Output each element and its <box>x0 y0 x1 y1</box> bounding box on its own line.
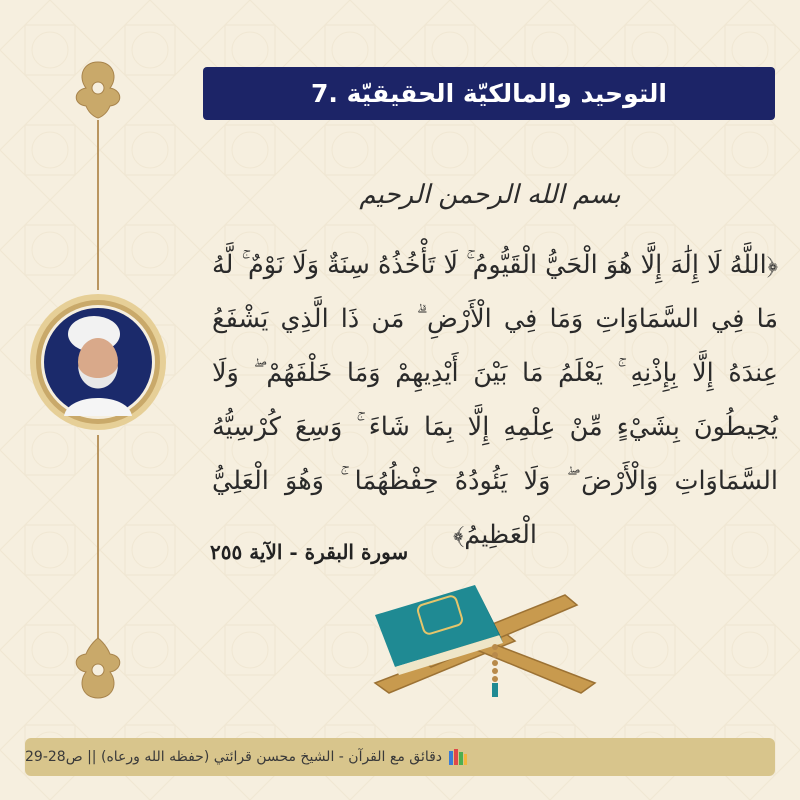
bottom-floral-ornament <box>76 638 120 698</box>
footer-bar <box>25 738 775 776</box>
footer-source-text: دقائق مع القرآن - الشيخ محسن قرائتي (حفظه الله ورعاه) || ص28-29 <box>25 749 443 765</box>
top-floral-ornament <box>76 62 120 118</box>
basmala-calligraphy: بسم الله الرحمن الرحيم <box>359 180 621 210</box>
books-icon <box>448 748 468 766</box>
surah-reference: سورة البقرة - الآية ٢٥٥ <box>210 540 409 564</box>
title-bar <box>203 67 775 120</box>
quran-stand-icon <box>355 555 615 705</box>
quran-verse: ﴿اللَّهُ لَا إِلَٰهَ إِلَّا هُوَ الْحَيُّ الْقَيُّومُ ۚ لَا تَأْخُذُهُ سِنَةٌ وَلَا نَوْمٌ ۚ لَّهُ مَا فِي السَّمَاوَاتِ وَمَا فِي الْأَرْضِ ۗ مَن ذَا الَّذِي يَشْفَعُ عِندَهُ إِلَّا بِإِذْنِهِ ۚ يَعْلَمُ مَا بَيْنَ أَيْدِيهِمْ وَمَا خَلْفَهُمْ ۖ وَلَا يُحِيطُونَ بِشَيْءٍ مِّنْ عِلْمِهِ إِلَّا بِمَا شَاءَ ۚ وَسِعَ كُرْسِيُّهُ السَّمَاوَاتِ وَالْأَرْضَ ۖ وَلَا يَئُودُهُ حِفْظُهُمَا ۚ وَهُوَ الْعَلِيُّ الْعَظِيمُ﴾ <box>212 250 778 550</box>
page-title: 7. التوحيد والمالكيّة الحقيقيّة <box>311 79 667 108</box>
portrait-frame <box>28 292 168 432</box>
portrait <box>44 308 152 416</box>
